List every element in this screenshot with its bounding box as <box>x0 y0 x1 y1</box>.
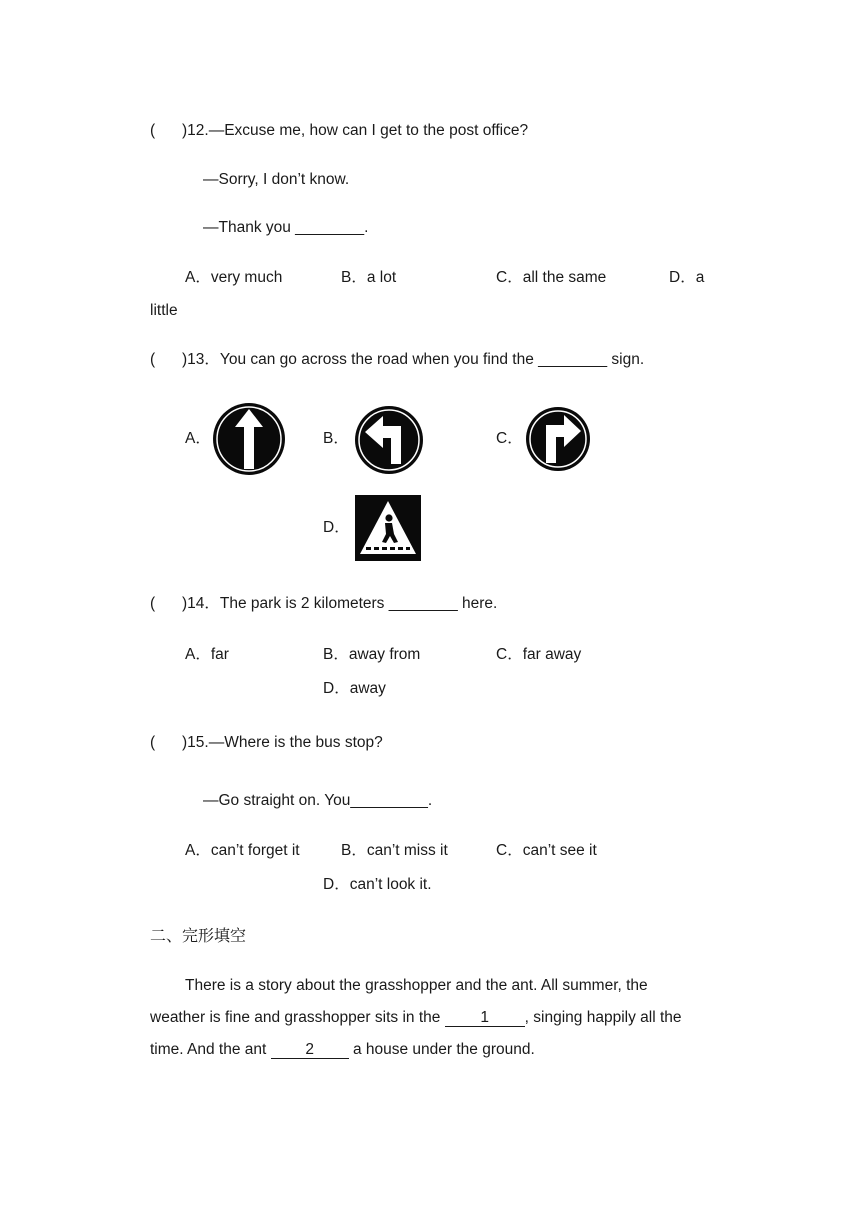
question-number: )12.—Excuse me, how can I get to the post office? <box>182 122 529 139</box>
section-heading: 二、完形填空 <box>150 926 247 945</box>
option-a[interactable]: A．very much <box>185 269 283 286</box>
pedestrian-crossing-sign-icon[interactable] <box>354 494 422 562</box>
option-d[interactable]: D．can’t look it. <box>323 876 432 893</box>
option-b[interactable]: B．can’t miss it <box>341 842 448 859</box>
paragraph-line: There is a story about the grasshopper and the ant. All summer, the <box>185 977 648 994</box>
option-d[interactable]: D．away <box>323 680 386 697</box>
turn-right-arrow-sign-icon[interactable] <box>524 405 592 473</box>
dialogue-line: —Sorry, I don’t know. <box>203 171 350 188</box>
option-a[interactable]: A．far <box>185 646 229 663</box>
option-a[interactable]: A．can’t forget it <box>185 842 300 859</box>
answer-bracket[interactable]: ( <box>150 734 156 751</box>
question-number: )13．You can go across the road when you find the ________ sign. <box>182 351 645 368</box>
dialogue-line: —Go straight on. You_________. <box>203 792 433 809</box>
option-d[interactable]: D．a <box>669 269 705 286</box>
dialogue-line: —Thank you ________. <box>203 219 369 236</box>
option-b[interactable]: B．away from <box>323 646 421 663</box>
straight-ahead-arrow-sign-icon[interactable] <box>211 401 287 477</box>
question-text: —Where is the bus stop? <box>208 734 383 751</box>
question-number: )14．The park is 2 kilometers ________ here. <box>182 595 498 612</box>
paragraph-line: weather is fine and grasshopper sits in the 1 , singing happily all the <box>150 1009 682 1026</box>
option-b-letter[interactable]: B． <box>323 430 349 447</box>
question-text: —Excuse me, how can I get to the post office? <box>208 122 529 139</box>
option-c[interactable]: C．can’t see it <box>496 842 597 859</box>
answer-bracket[interactable]: ( <box>150 351 156 368</box>
question-number: )15.—Where is the bus stop? <box>182 734 383 751</box>
option-d-wrap: little <box>150 302 178 319</box>
option-b[interactable]: B．a lot <box>341 269 397 286</box>
option-a-letter[interactable]: A． <box>185 430 211 447</box>
cloze-blank-1[interactable]: 1 <box>445 1009 525 1027</box>
question-text: The park is 2 kilometers ________ here. <box>219 595 498 612</box>
turn-left-arrow-sign-icon[interactable] <box>353 404 425 476</box>
option-c-letter[interactable]: C． <box>496 430 523 447</box>
cloze-blank-2[interactable]: 2 <box>271 1041 349 1059</box>
option-d-letter[interactable]: D． <box>323 519 350 536</box>
question-text: You can go across the road when you find the ________ sign. <box>219 351 645 368</box>
option-c[interactable]: C．far away <box>496 646 582 663</box>
option-c[interactable]: C．all the same <box>496 269 607 286</box>
paragraph-line: time. And the ant 2 a house under the ground. <box>150 1041 535 1058</box>
answer-bracket[interactable]: ( <box>150 595 156 612</box>
answer-bracket[interactable]: ( <box>150 122 156 139</box>
